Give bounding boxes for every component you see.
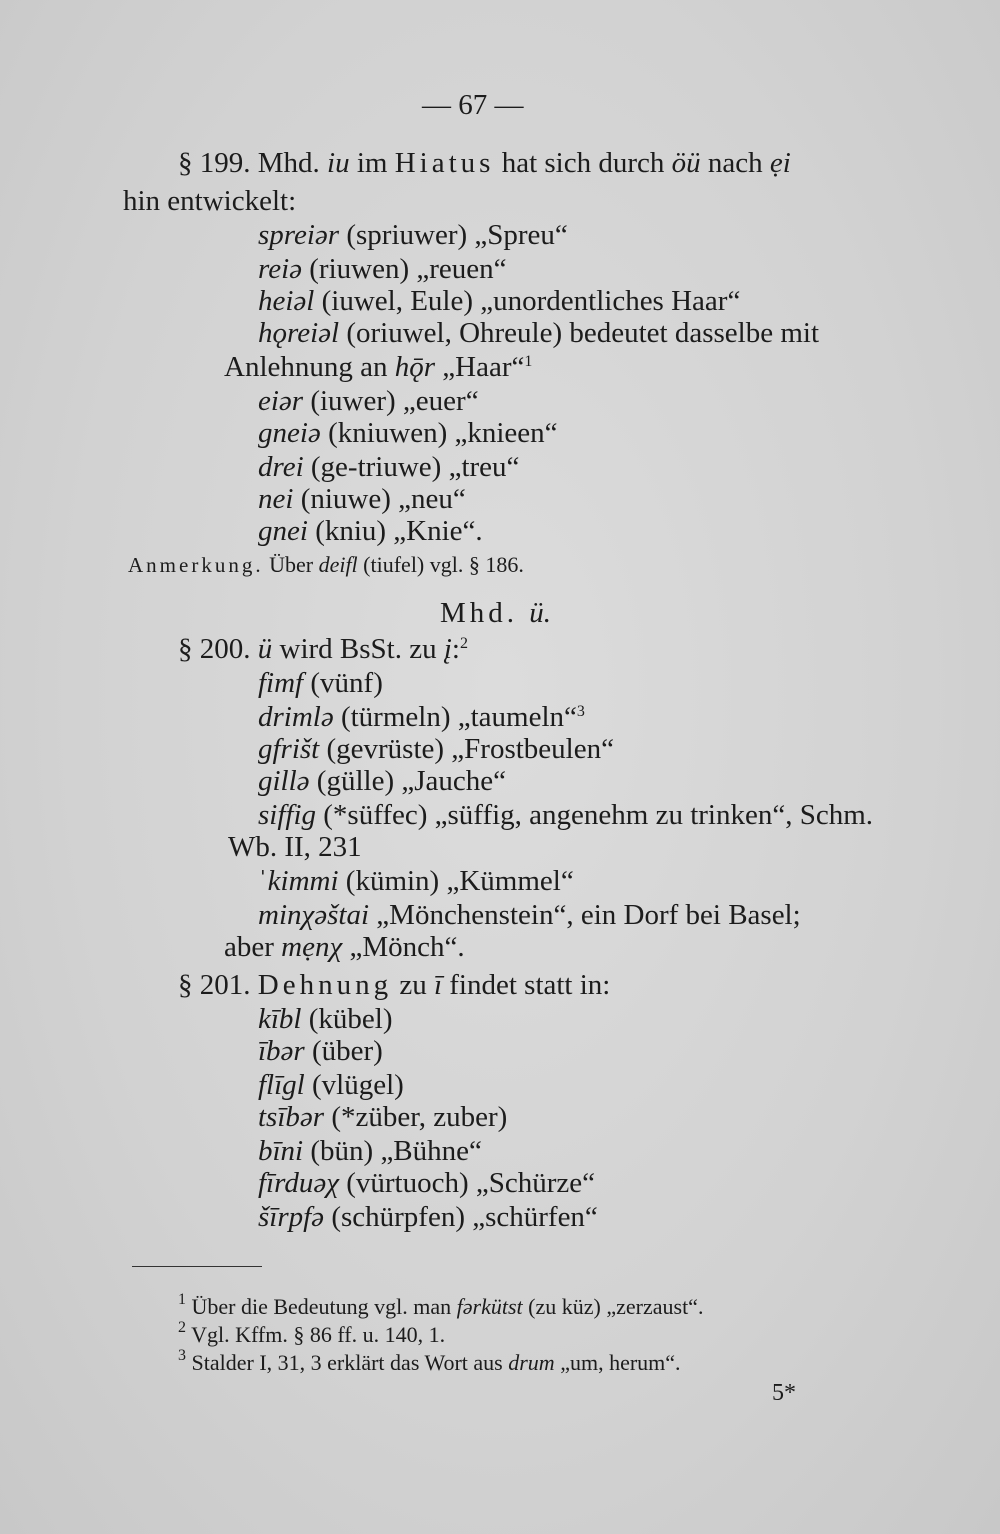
entry-siffig: siffig (*süffec) „süffig, angenehm zu trinken“, Schm. xyxy=(258,799,874,831)
entry-drimle: drimlə (türmeln) „taumeln“$^3$ xyxy=(258,701,585,733)
entry-kimmi: ˈkimmi (kümin) „Kümmel“ xyxy=(258,865,574,897)
entry-bini: bīni (bün) „Bühne“ xyxy=(258,1135,482,1167)
section-201-heading: § 201. Dehnung zu ī findet statt in: xyxy=(178,969,611,1001)
entry-fimf: fimf (vünf) xyxy=(258,667,383,699)
entry-horeiel: hǫreiəl (oriuwel, Ohreule) bedeutet dasselbe mit xyxy=(258,317,820,349)
anmerkung-199: Anmerkung. Über deifl (tiufel) vgl. § 186. xyxy=(128,552,524,577)
entry-anlehnung: Anlehnung an hǭr „Haar“$^1$ xyxy=(224,351,533,383)
entry-iber: ībər (über) xyxy=(258,1035,383,1067)
footnote-separator xyxy=(132,1266,262,1267)
footnote-1: $^1$ Über die Bedeutung vgl. man fərkütst (zu küz) „zerzaust“. xyxy=(178,1291,704,1319)
footnote-ref-2: 2 xyxy=(459,635,468,652)
entry-fligl: flīgl (vlügel) xyxy=(258,1069,404,1101)
section-200-heading: § 200. ü wird BsSt. zu į:$^2$ xyxy=(178,633,468,665)
footnote-ref-3: 3 xyxy=(576,703,585,720)
entry-reie: reiə (riuwen) „reuen“ xyxy=(258,253,507,285)
section-199-heading: § 199. Mhd. iu im Hiatus hat sich durch öü nach ẹi xyxy=(178,147,791,179)
entry-firduex: fīrduəχ (vürtuoch) „Schürze“ xyxy=(258,1167,596,1199)
entry-nei: nei (niuwe) „neu“ xyxy=(258,483,466,515)
footnote-3: $^3$ Stalder I, 31, 3 erklärt das Wort aus drum „um, herum“. xyxy=(178,1347,681,1375)
subheading-mhd-u: Mhd. ü. xyxy=(440,597,552,629)
footnote-ref-1: 1 xyxy=(524,353,533,370)
entry-gfrist: gfrišt (gevrüste) „Frostbeulen“ xyxy=(258,733,614,765)
entry-sirpfe: šīrpfə (schürpfen) „schürfen“ xyxy=(258,1201,598,1233)
entry-kibl: kībl (kübel) xyxy=(258,1003,393,1035)
entry-wb-reference: Wb. II, 231 xyxy=(228,831,362,863)
entry-gneie: gneiə (kniuwen) „knieen“ xyxy=(258,417,558,449)
signature-mark: 5* xyxy=(772,1380,796,1406)
entry-aber-menx: aber mẹnχ „Mönch“. xyxy=(224,931,465,963)
entry-gille: gillə (gülle) „Jauche“ xyxy=(258,765,506,797)
page-number: — 67 — xyxy=(422,89,524,121)
section-199-continuation: hin entwickelt: xyxy=(123,185,297,217)
entry-gnei: gnei (kniu) „Knie“. xyxy=(258,515,483,547)
entry-tsiber: tsībər (*züber, zuber) xyxy=(258,1101,508,1133)
entry-minxestai: minχəštai „Mönchenstein“, ein Dorf bei Basel; xyxy=(258,899,801,931)
entry-spreier: spreiər (spriuwer) „Spreu“ xyxy=(258,219,568,251)
entry-eier: eiər (iuwer) „euer“ xyxy=(258,385,479,417)
entry-drei: drei (ge-triuwe) „treu“ xyxy=(258,451,520,483)
entry-heiel: heiəl (iuwel, Eule) „unordentliches Haar“ xyxy=(258,285,741,317)
footnote-2: $^2$ Vgl. Kffm. § 86 ff. u. 140, 1. xyxy=(178,1319,446,1347)
